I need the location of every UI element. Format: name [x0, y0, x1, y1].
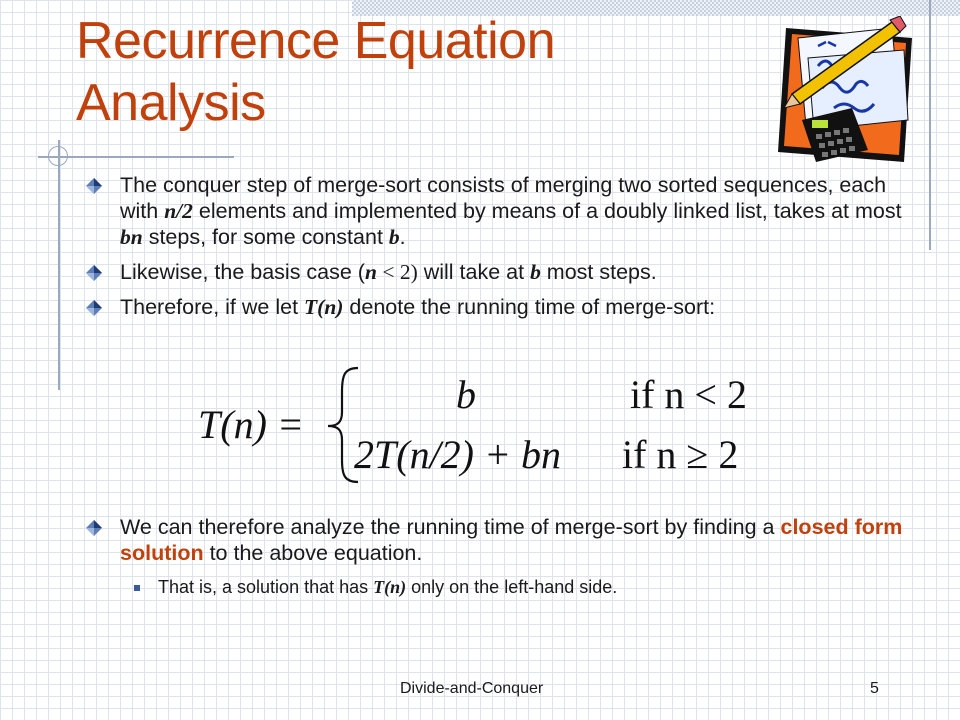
- diamond-bullet-icon: [86, 178, 102, 194]
- bullet-4-part-3: to the above equation.: [203, 541, 423, 565]
- bullet-list-upper: [82, 172, 912, 329]
- sub-bullet-item: [82, 575, 912, 599]
- bullet-2-part-6: most steps.: [540, 260, 657, 284]
- title-line-1: Recurrence Equation: [76, 12, 556, 70]
- decorative-vertical-line-right: [929, 0, 931, 250]
- diamond-bullet-icon: [86, 520, 102, 536]
- equation-case1-expr: b: [456, 372, 476, 417]
- bullet-item: [82, 172, 912, 250]
- recurrence-equation: [198, 362, 768, 486]
- bullet-1-part-1: The conquer step of merge-sort consists of merging two sorted sequences, each with: [120, 173, 887, 223]
- math-T-of-n: T(n): [373, 577, 407, 597]
- bullet-list-lower: [82, 514, 912, 599]
- equation-case1-cond: if n < 2: [630, 372, 747, 417]
- bullet-3-part-3: denote the running time of merge-sort:: [343, 295, 716, 319]
- title-line-2: Analysis: [76, 74, 266, 132]
- math-bn: bn: [120, 225, 143, 249]
- footer-label: Divide-and-Conquer: [400, 680, 544, 697]
- bullet-item: [82, 514, 912, 566]
- diamond-bullet-icon: [86, 265, 102, 281]
- math-b: b: [530, 260, 541, 284]
- equation-lhs: T(n) =: [198, 402, 304, 447]
- page-number: 5: [870, 680, 879, 697]
- math-b: b: [388, 225, 400, 249]
- math-homework-clipart-icon: [772, 16, 924, 166]
- diamond-bullet-icon: [86, 300, 102, 316]
- math-n-over-2: n/2: [164, 199, 193, 223]
- math-T-of-n: T(n): [304, 295, 344, 319]
- slide-title: [76, 10, 555, 134]
- equation-case2-expr: 2T(n/2) + bn: [354, 432, 561, 477]
- square-bullet-icon: [134, 585, 140, 591]
- equation-case2-cond: if n ≥ 2: [622, 432, 739, 477]
- math-n: n: [364, 260, 377, 284]
- bullet-3-part-1: Therefore, if we let: [120, 295, 305, 319]
- decorative-vertical-line-left: [58, 140, 60, 390]
- sub-bullet-part-1: That is, a solution that has: [158, 577, 374, 597]
- bullet-2-part-4: will take at: [417, 260, 531, 284]
- decorative-circle: [48, 146, 68, 166]
- bullet-item: [82, 259, 912, 285]
- bullet-1-part-7: .: [399, 225, 406, 249]
- bullet-1-part-5: steps, for some constant: [142, 225, 389, 249]
- highlighted-closed-form-solution: closed form solution: [120, 515, 903, 565]
- sub-bullet-part-3: only on the left-hand side.: [406, 577, 618, 597]
- math-lt-2: < 2): [376, 260, 418, 284]
- bullet-4-part-1: We can therefore analyze the running time of merge-sort by finding a: [120, 515, 781, 539]
- bullet-item: [82, 294, 912, 320]
- bullet-1-part-3: elements and implemented by means of a doubly linked list, takes at most: [192, 199, 902, 223]
- bullet-2-part-1: Likewise, the basis case (: [120, 260, 365, 284]
